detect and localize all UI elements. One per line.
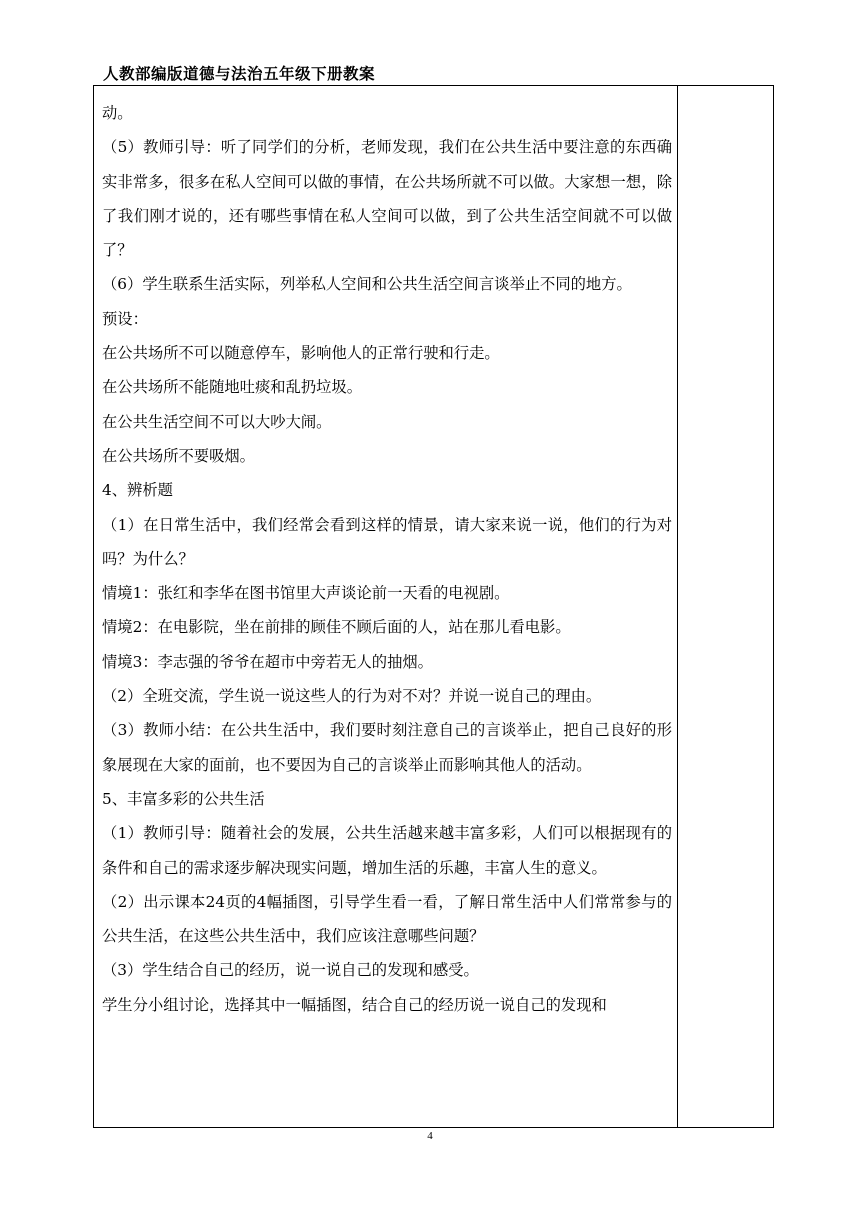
paragraph: （6）学生联系生活实际，列举私人空间和公共生活空间言谈举止不同的地方。 [102,275,632,294]
document-header-title: 人教部编版道德与法治五年级下册教案 [103,65,376,83]
paragraph: 预设： [102,309,148,328]
table-column-divider [677,85,678,1128]
paragraph: 在公共生活空间不可以大吵大闹。 [102,412,332,431]
paragraph: 在公共场所不可以随意停车，影响他人的正常行驶和行走。 [102,344,500,363]
paragraph: 动。 [102,104,133,122]
section-heading: 4、辨析题 [102,481,173,500]
paragraph: （2）全班交流，学生说一说这些人的行为对不对？并说一说自己的理由。 [102,687,602,706]
paragraph: 学生分小组讨论，选择其中一幅插图，结合自己的经历说一说自己的发现和 [102,995,607,1014]
paragraph: （5）教师引导：听了同学们的分析，老师发现，我们在公共生活中要注意的东西确实非常多，很多在私人空间可以做的事情，在公共场所就不可以做。大家想一想，除了我们刚才说的，还有哪些事情在私人空间可以做，到了公共生活空间就不可以做了？ [102,138,672,260]
paragraph: 在公共场所不能随地吐痰和乱扔垃圾。 [102,378,363,397]
paragraph: 情境2：在电影院，坐在前排的顾佳不顾后面的人，站在那儿看电影。 [102,618,571,637]
section-heading: 5、丰富多彩的公共生活 [102,789,265,808]
lesson-content [102,96,672,1022]
paragraph: （3）教师小结：在公共生活中，我们要时刻注意自己的言谈举止，把自己良好的形象展现在大家的面前，也不要因为自己的言谈举止而影响其他人的活动。 [102,721,672,774]
page-number: 4 [427,1130,433,1142]
paragraph: （1）教师引导：随着社会的发展，公共生活越来越丰富多彩，人们可以根据现有的条件和自己的需求逐步解决现实问题，增加生活的乐趣，丰富人生的意义。 [102,824,672,877]
paragraph: （2）出示课本24页的4幅插图，引导学生看一看，了解日常生活中人们常常参与的公共生活，在这些公共生活中，我们应该注意哪些问题？ [102,892,672,946]
paragraph: 在公共场所不要吸烟。 [102,446,255,465]
paragraph: 情境3：李志强的爷爷在超市中旁若无人的抽烟。 [102,652,433,671]
paragraph: 情境1：张红和李华在图书馆里大声谈论前一天看的电视剧。 [102,584,510,603]
paragraph: （1）在日常生活中，我们经常会看到这样的情景，请大家来说一说，他们的行为对吗？为什么？ [102,515,672,568]
paragraph: （3）学生结合自己的经历，说一说自己的发现和感受。 [102,961,479,980]
